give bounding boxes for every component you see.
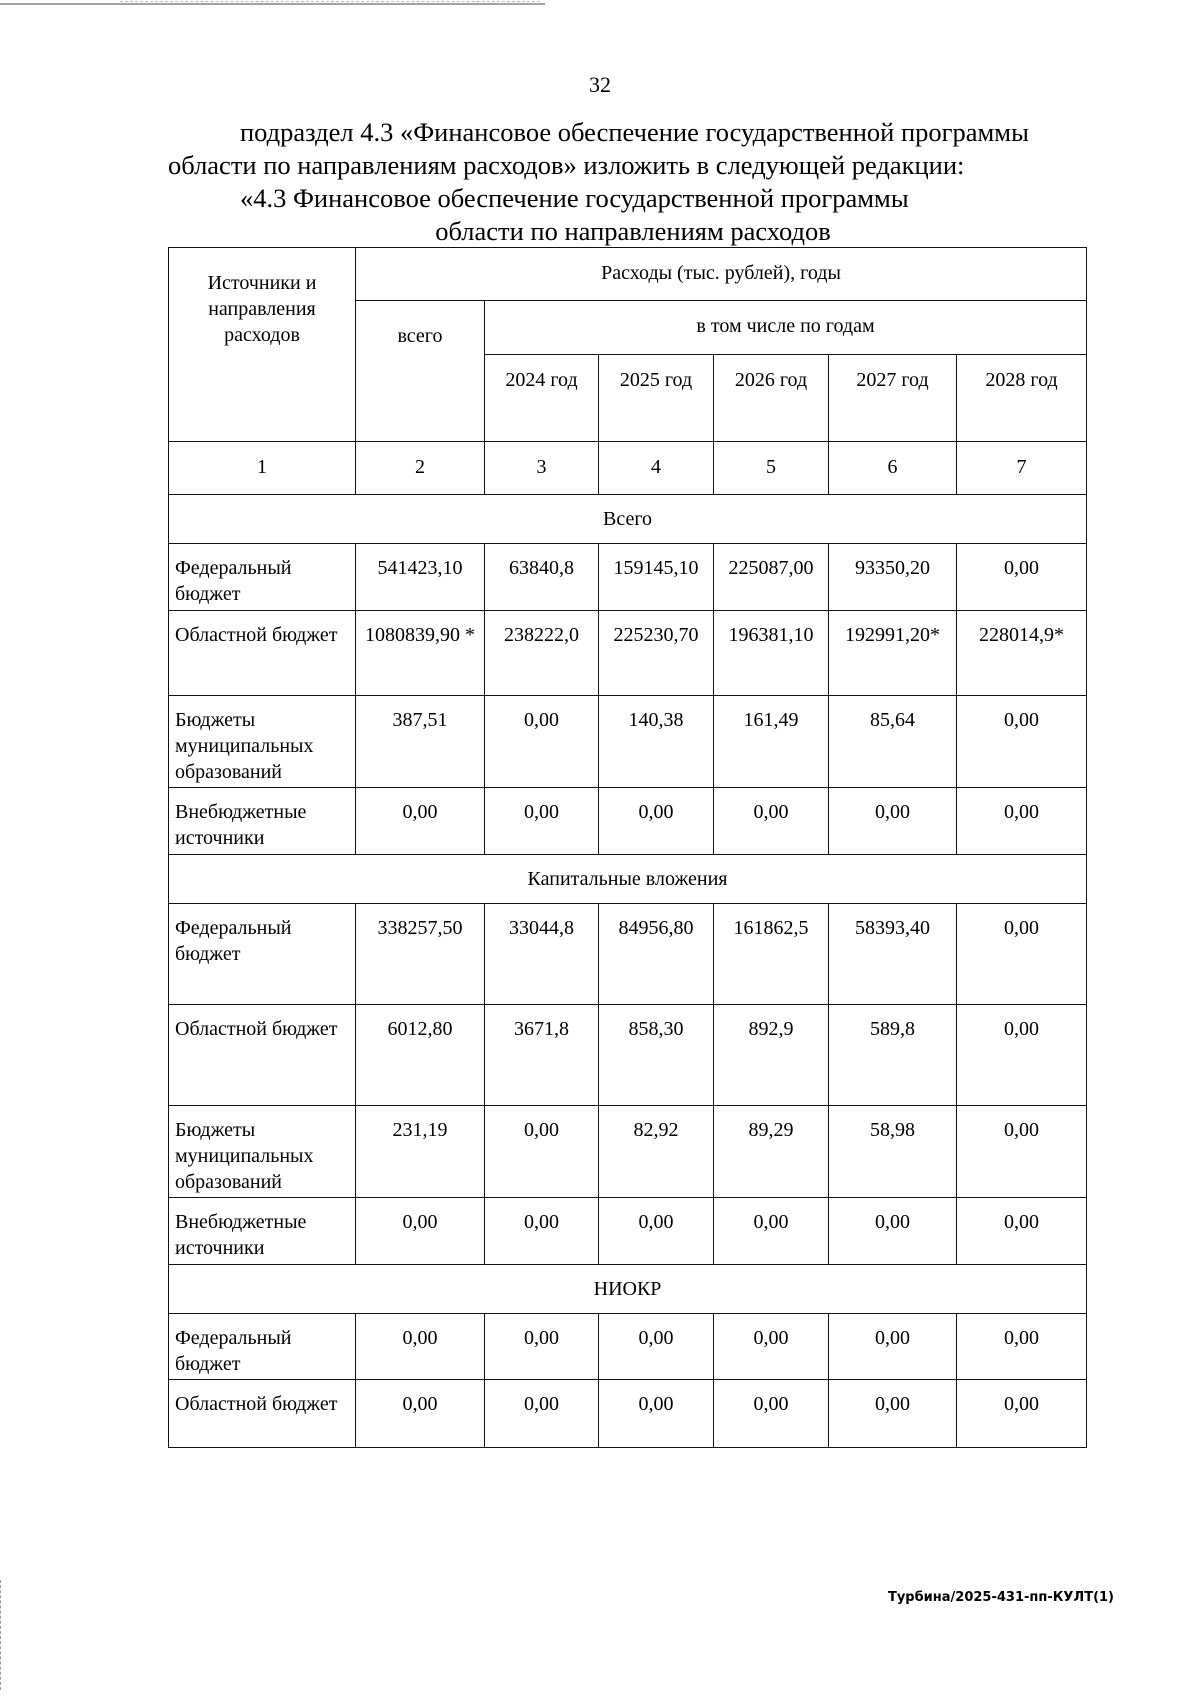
row-label: Бюджеты муниципальных образований — [169, 696, 356, 788]
table-cell-value: 0,00 — [957, 1005, 1087, 1106]
heading-line-1: «4.3 Финансовое обеспечение государственной программы — [240, 183, 909, 213]
table-row — [169, 696, 1087, 788]
table-cell-value: 63840,8 — [485, 544, 599, 611]
row-label: Внебюджетные источники — [169, 788, 356, 855]
row-label: Бюджеты муниципальных образований — [169, 1106, 356, 1198]
table-cell-value: 0,00 — [957, 1314, 1087, 1380]
table-cell-value: 0,00 — [356, 1314, 485, 1380]
header-year: 2024 год — [485, 355, 599, 442]
table-cell-value: 93350,20 — [829, 544, 957, 611]
table-cell-value: 0,00 — [356, 1380, 485, 1448]
table-cell-value: 6012,80 — [356, 1005, 485, 1106]
table-cell-value: 0,00 — [829, 1198, 957, 1265]
table-row — [169, 1005, 1087, 1106]
table-row — [169, 1380, 1087, 1448]
table-cell-value: 85,64 — [829, 696, 957, 788]
table-cell-value: 225230,70 — [599, 611, 714, 696]
row-label: Федеральный бюджет — [169, 904, 356, 1005]
intro-line-1: подраздел 4.3 «Финансовое обеспечение государственной программы — [240, 117, 1029, 147]
table-cell-value: 33044,8 — [485, 904, 599, 1005]
table-cell-value: 84956,80 — [599, 904, 714, 1005]
table-cell-value: 89,29 — [714, 1106, 829, 1198]
table-cell-value: 0,00 — [829, 788, 957, 855]
table-cell-value: 0,00 — [356, 788, 485, 855]
heading-line-2: области по направлениям расходов — [435, 216, 831, 246]
table-cell-value: 231,19 — [356, 1106, 485, 1198]
table-row — [169, 1198, 1087, 1265]
table-cell-value: 858,30 — [599, 1005, 714, 1106]
table-cell-value: 0,00 — [957, 1106, 1087, 1198]
row-label: Федеральный бюджет — [169, 1314, 356, 1380]
table-cell-value: 0,00 — [957, 1198, 1087, 1265]
page-number: 32 — [589, 72, 611, 97]
table-cell-value: 0,00 — [599, 1198, 714, 1265]
scan-edge-dashes — [120, 0, 540, 2]
table-cell-value: 541423,10 — [356, 544, 485, 611]
header-year: 2028 год — [957, 355, 1087, 442]
header-expenses: Расходы (тыс. рублей), годы — [356, 248, 1087, 301]
table-cell-value: 0,00 — [957, 788, 1087, 855]
table-row — [169, 1106, 1087, 1198]
column-number: 5 — [714, 442, 829, 495]
table-cell-value: 161862,5 — [714, 904, 829, 1005]
table-cell-value: 0,00 — [599, 1380, 714, 1448]
table-cell-value: 0,00 — [356, 1198, 485, 1265]
row-label: Областной бюджет — [169, 1005, 356, 1106]
table-row — [169, 904, 1087, 1005]
row-label: Областной бюджет — [169, 611, 356, 696]
column-number: 3 — [485, 442, 599, 495]
table-cell-value: 238222,0 — [485, 611, 599, 696]
row-label: Внебюджетные источники — [169, 1198, 356, 1265]
section-title: НИОКР — [169, 1265, 1087, 1314]
column-number: 7 — [957, 442, 1087, 495]
table-cell-value: 0,00 — [714, 1314, 829, 1380]
table-cell-value: 0,00 — [714, 788, 829, 855]
table-row — [169, 611, 1087, 696]
table-cell-value: 140,38 — [599, 696, 714, 788]
header-total: всего — [356, 301, 485, 442]
table-cell-value: 58,98 — [829, 1106, 957, 1198]
table-cell-value: 0,00 — [485, 1106, 599, 1198]
table-cell-value: 3671,8 — [485, 1005, 599, 1106]
table-cell-value: 225087,00 — [714, 544, 829, 611]
table-cell-value: 0,00 — [485, 1198, 599, 1265]
section-heading — [168, 182, 1098, 248]
intro-paragraph — [168, 116, 1098, 182]
header-year: 2025 год — [599, 355, 714, 442]
row-label: Федеральный бюджет — [169, 544, 356, 611]
table-cell-value: 196381,10 — [714, 611, 829, 696]
header-by-years: в том числе по годам — [485, 301, 1087, 355]
table-cell-value: 0,00 — [829, 1380, 957, 1448]
scan-margin-mark — [0, 1580, 3, 1690]
table-cell-value: 1080839,90 * — [356, 611, 485, 696]
financing-table — [168, 247, 1087, 1448]
table-cell-value: 589,8 — [829, 1005, 957, 1106]
table-cell-value: 0,00 — [957, 904, 1087, 1005]
table-cell-value: 0,00 — [485, 788, 599, 855]
table-row — [169, 544, 1087, 611]
row-label: Областной бюджет — [169, 1380, 356, 1448]
table-cell-value: 0,00 — [599, 788, 714, 855]
column-number: 1 — [169, 442, 356, 495]
table-cell-value: 0,00 — [485, 1380, 599, 1448]
column-number: 4 — [599, 442, 714, 495]
header-year: 2027 год — [829, 355, 957, 442]
table-cell-value: 0,00 — [485, 696, 599, 788]
table-cell-value: 387,51 — [356, 696, 485, 788]
table-cell-value: 192991,20* — [829, 611, 957, 696]
table-cell-value: 0,00 — [485, 1314, 599, 1380]
table-cell-value: 161,49 — [714, 696, 829, 788]
intro-line-2: области по направлениям расходов» изложить в следующей редакции: — [168, 150, 965, 180]
table-cell-value: 58393,40 — [829, 904, 957, 1005]
table-cell-value: 0,00 — [714, 1380, 829, 1448]
table-cell-value: 0,00 — [599, 1314, 714, 1380]
column-number: 6 — [829, 442, 957, 495]
section-title: Капитальные вложения — [169, 855, 1087, 904]
table-row — [169, 788, 1087, 855]
table-cell-value: 0,00 — [957, 544, 1087, 611]
table-cell-value: 0,00 — [829, 1314, 957, 1380]
column-number: 2 — [356, 442, 485, 495]
table-cell-value: 338257,50 — [356, 904, 485, 1005]
table-cell-value: 0,00 — [957, 1380, 1087, 1448]
table-cell-value: 0,00 — [957, 696, 1087, 788]
section-title: Всего — [169, 495, 1087, 544]
document-code: Турбина/2025-431-пп-КУЛТ(1) — [887, 1590, 1114, 1605]
table-cell-value: 82,92 — [599, 1106, 714, 1198]
table-cell-value: 892,9 — [714, 1005, 829, 1106]
table-cell-value: 159145,10 — [599, 544, 714, 611]
header-year: 2026 год — [714, 355, 829, 442]
header-sources: Источники и направления расходов — [169, 248, 356, 442]
table-cell-value: 0,00 — [714, 1198, 829, 1265]
table-row — [169, 1314, 1087, 1380]
table-cell-value: 228014,9* — [957, 611, 1087, 696]
